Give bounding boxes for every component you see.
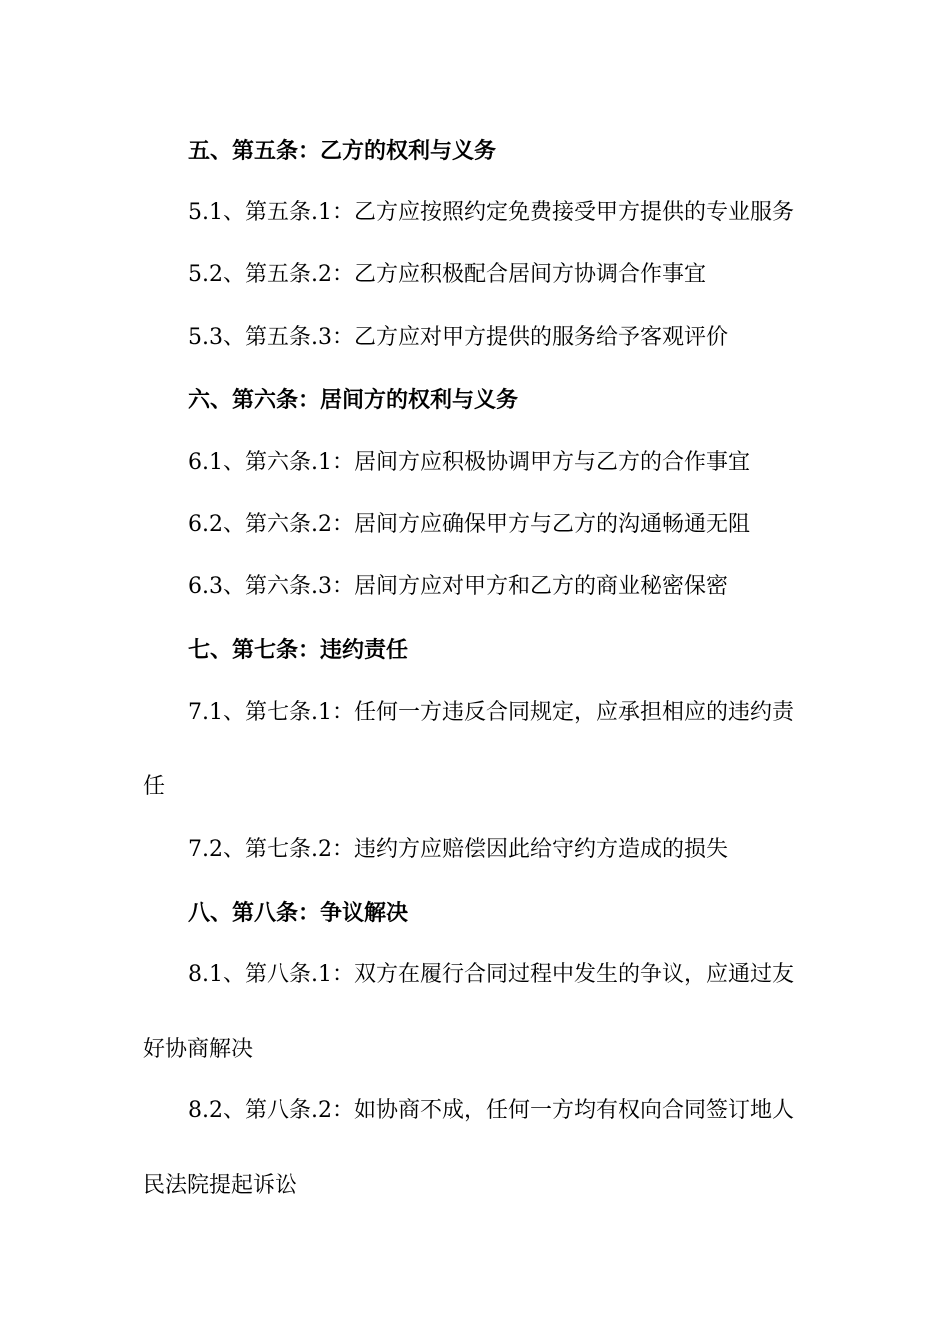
clause-5-3: 5.3、第五条.3：乙方应对甲方提供的服务给予客观评价	[188, 325, 728, 350]
clause-8-1-continuation: 好协商解决	[143, 1037, 254, 1062]
clause-6-2: 6.2、第六条.2：居间方应确保甲方与乙方的沟通畅通无阻	[188, 512, 750, 537]
section-7-heading: 七、第七条：违约责任	[188, 637, 409, 663]
section-5-heading: 五、第五条：乙方的权利与义务	[188, 138, 497, 164]
clause-5-1: 5.1、第五条.1：乙方应按照约定免费接受甲方提供的专业服务	[188, 200, 794, 225]
clause-8-2: 8.2、第八条.2：如协商不成，任何一方均有权向合同签订地人	[188, 1098, 794, 1123]
section-8-heading: 八、第八条：争议解决	[188, 900, 409, 926]
clause-6-3: 6.3、第六条.3：居间方应对甲方和乙方的商业秘密保密	[188, 574, 728, 599]
clause-7-1-continuation: 任	[143, 774, 166, 799]
clause-6-1: 6.1、第六条.1：居间方应积极协调甲方与乙方的合作事宜	[188, 450, 750, 475]
section-6-heading: 六、第六条：居间方的权利与义务	[188, 387, 519, 413]
clause-7-2: 7.2、第七条.2：违约方应赔偿因此给守约方造成的损失	[188, 837, 728, 862]
clause-5-2: 5.2、第五条.2：乙方应积极配合居间方协调合作事宜	[188, 262, 706, 287]
clause-8-1: 8.1、第八条.1：双方在履行合同过程中发生的争议，应通过友	[188, 962, 794, 987]
clause-7-1: 7.1、第七条.1：任何一方违反合同规定，应承担相应的违约责	[188, 700, 794, 725]
clause-8-2-continuation: 民法院提起诉讼	[143, 1173, 298, 1198]
